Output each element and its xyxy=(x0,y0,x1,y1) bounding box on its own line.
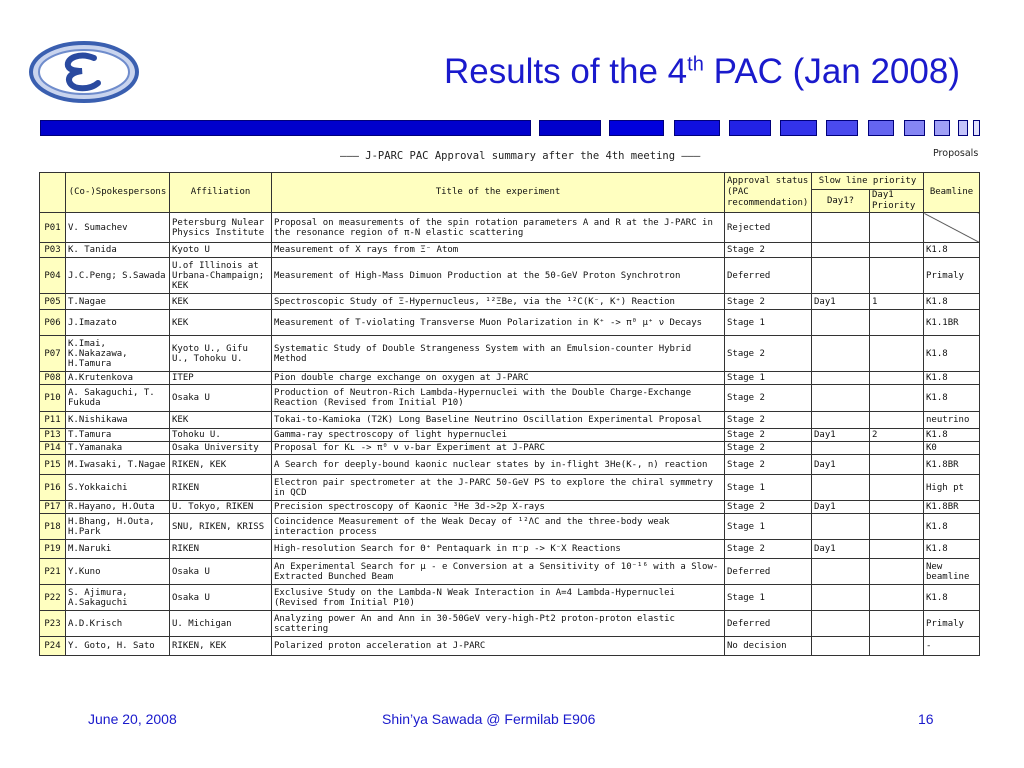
row-day1: Day1 xyxy=(812,455,870,475)
row-day1-priority xyxy=(870,258,924,294)
row-day1 xyxy=(812,475,870,501)
row-day1-priority xyxy=(870,243,924,258)
bar-segment xyxy=(934,120,950,136)
row-spokespersons: J.C.Peng; S.Sawada xyxy=(66,258,170,294)
row-beamline: K1.8 xyxy=(924,429,980,442)
row-day1-priority xyxy=(870,540,924,559)
row-approval-status: Rejected xyxy=(725,213,812,243)
row-title: Tokai-to-Kamioka (T2K) Long Baseline Neutrino Oscillation Experimental Proposal xyxy=(272,412,725,429)
row-day1-priority xyxy=(870,585,924,611)
table-row xyxy=(40,442,980,455)
header-spokespersons: (Co-)Spokespersons xyxy=(66,173,170,213)
row-day1 xyxy=(812,442,870,455)
row-affiliation: KEK xyxy=(170,310,272,336)
row-beamline: K1.8 xyxy=(924,336,980,372)
footer-date: June 20, 2008 xyxy=(88,711,177,727)
row-approval-status: Stage 2 xyxy=(725,243,812,258)
row-approval-status: Deferred xyxy=(725,258,812,294)
bar-segment xyxy=(826,120,858,136)
row-beamline: High pt xyxy=(924,475,980,501)
row-beamline: K1.8BR xyxy=(924,455,980,475)
table-row xyxy=(40,258,980,294)
bar-segment xyxy=(868,120,894,136)
row-id: P03 xyxy=(40,243,66,258)
row-spokespersons: T.Yamanaka xyxy=(66,442,170,455)
header-beamline: Beamline xyxy=(924,173,980,213)
row-title: Measurement of High-Mass Dimuon Production at the 50-GeV Proton Synchrotron xyxy=(272,258,725,294)
table-row xyxy=(40,336,980,372)
bar-segment xyxy=(904,120,925,136)
row-title: Measurement of T-violating Transverse Muon Polarization in K⁺ -> π⁰ μ⁺ ν Decays xyxy=(272,310,725,336)
row-id: P19 xyxy=(40,540,66,559)
header-affiliation: Affiliation xyxy=(170,173,272,213)
row-id: P04 xyxy=(40,258,66,294)
table-row xyxy=(40,310,980,336)
row-title: A Search for deeply-bound kaonic nuclear states by in-flight 3He(K-, n) reaction xyxy=(272,455,725,475)
row-affiliation: Kyoto U xyxy=(170,243,272,258)
row-title: Spectroscopic Study of Ξ-Hypernucleus, ¹²ΞBe, via the ¹²C(K⁻, K⁺) Reaction xyxy=(272,294,725,310)
row-id: P07 xyxy=(40,336,66,372)
row-spokespersons: M.Iwasaki, T.Nagae xyxy=(66,455,170,475)
table-row xyxy=(40,213,980,243)
row-beamline: K1.8BR xyxy=(924,501,980,514)
row-title: Analyzing power An and Ann in 30-50GeV very-high-Pt2 proton-proton elastic scattering xyxy=(272,611,725,637)
bar-segment xyxy=(958,120,968,136)
row-day1: Day1 xyxy=(812,429,870,442)
row-beamline: K1.8 xyxy=(924,372,980,385)
row-approval-status: Deferred xyxy=(725,611,812,637)
table-row xyxy=(40,585,980,611)
row-spokespersons: Y.Kuno xyxy=(66,559,170,585)
row-approval-status: Stage 2 xyxy=(725,501,812,514)
row-id: P21 xyxy=(40,559,66,585)
row-affiliation: Osaka University xyxy=(170,442,272,455)
row-title: Pion double charge exchange on oxygen at J-PARC xyxy=(272,372,725,385)
row-id: P08 xyxy=(40,372,66,385)
row-affiliation: RIKEN, KEK xyxy=(170,637,272,656)
row-id: P13 xyxy=(40,429,66,442)
row-affiliation: SNU, RIKEN, KRISS xyxy=(170,514,272,540)
row-title: High-resolution Search for Θ⁺ Pentaquark in π⁻p -> K⁻X Reactions xyxy=(272,540,725,559)
row-spokespersons: M.Naruki xyxy=(66,540,170,559)
row-day1-priority xyxy=(870,637,924,656)
row-beamline: K1.8 xyxy=(924,514,980,540)
row-title: Exclusive Study on the Lambda-N Weak Interaction in A=4 Lambda-Hypernuclei (Revised from Initial P10) xyxy=(272,585,725,611)
row-spokespersons: A.D.Krisch xyxy=(66,611,170,637)
row-beamline: - xyxy=(924,637,980,656)
row-title: Coincidence Measurement of the Weak Decay of ¹²ΛC and the three-body weak interaction process xyxy=(272,514,725,540)
header-day1q: Day1? xyxy=(812,190,870,213)
page-number: 16 xyxy=(918,711,934,727)
row-id: P18 xyxy=(40,514,66,540)
row-approval-status: Stage 2 xyxy=(725,336,812,372)
row-day1-priority: 1 xyxy=(870,294,924,310)
row-beamline: K1.8 xyxy=(924,385,980,412)
table-row xyxy=(40,372,980,385)
row-title: Proposal on measurements of the spin rotation parameters A and R at the J-PARC in the resonance region of π-N elastic scattering xyxy=(272,213,725,243)
row-id: P10 xyxy=(40,385,66,412)
row-approval-status: Stage 2 xyxy=(725,412,812,429)
row-approval-status: Stage 2 xyxy=(725,442,812,455)
row-day1-priority xyxy=(870,336,924,372)
row-spokespersons: V. Sumachev xyxy=(66,213,170,243)
row-beamline: K1.8 xyxy=(924,294,980,310)
row-beamline: New beamline xyxy=(924,559,980,585)
table-row xyxy=(40,559,980,585)
bar-segment xyxy=(729,120,771,136)
row-day1 xyxy=(812,310,870,336)
row-approval-status: Stage 2 xyxy=(725,294,812,310)
row-spokespersons: K. Tanida xyxy=(66,243,170,258)
row-approval-status: Stage 1 xyxy=(725,585,812,611)
row-title: An Experimental Search for μ - e Conversion at a Sensitivity of 10⁻¹⁶ with a Slow-Extracted Bunched Beam xyxy=(272,559,725,585)
row-spokespersons: A. Sakaguchi, T. Fukuda xyxy=(66,385,170,412)
table-row xyxy=(40,412,980,429)
row-affiliation: Osaka U xyxy=(170,559,272,585)
row-id: P22 xyxy=(40,585,66,611)
row-title: Gamma-ray spectroscopy of light hypernuclei xyxy=(272,429,725,442)
row-beamline: K1.8 xyxy=(924,540,980,559)
table-row xyxy=(40,385,980,412)
row-id: P15 xyxy=(40,455,66,475)
row-day1: Day1 xyxy=(812,540,870,559)
row-id: P14 xyxy=(40,442,66,455)
row-spokespersons: A.Krutenkova xyxy=(66,372,170,385)
row-affiliation: ITEP xyxy=(170,372,272,385)
row-beamline: K1.8 xyxy=(924,585,980,611)
row-spokespersons: K.Nishikawa xyxy=(66,412,170,429)
row-spokespersons: J.Imazato xyxy=(66,310,170,336)
row-day1-priority xyxy=(870,442,924,455)
row-affiliation: U.of Illinois at Urbana-Champaign; KEK xyxy=(170,258,272,294)
row-title: Production of Neutron-Rich Lambda-Hypernuclei with the Double Charge-Exchange Reaction (Revised from Initial P10) xyxy=(272,385,725,412)
row-id: P17 xyxy=(40,501,66,514)
row-id: P16 xyxy=(40,475,66,501)
row-affiliation: U. Michigan xyxy=(170,611,272,637)
row-approval-status: Stage 1 xyxy=(725,310,812,336)
row-title: Proposal for Kʟ -> π⁰ ν ν-bar Experiment at J-PARC xyxy=(272,442,725,455)
row-day1-priority xyxy=(870,213,924,243)
row-spokespersons: R.Hayano, H.Outa xyxy=(66,501,170,514)
row-spokespersons: Y. Goto, H. Sato xyxy=(66,637,170,656)
row-affiliation: Petersburg Nulear Physics Institute xyxy=(170,213,272,243)
row-affiliation: Osaka U xyxy=(170,385,272,412)
row-spokespersons: S.Yokkaichi xyxy=(66,475,170,501)
row-day1 xyxy=(812,213,870,243)
bar-segment xyxy=(539,120,601,136)
row-title: Polarized proton acceleration at J-PARC xyxy=(272,637,725,656)
table-row xyxy=(40,501,980,514)
row-beamline: neutrino xyxy=(924,412,980,429)
row-day1-priority xyxy=(870,310,924,336)
row-day1-priority xyxy=(870,501,924,514)
bar-segment xyxy=(609,120,664,136)
row-day1 xyxy=(812,243,870,258)
row-beamline: Primaly xyxy=(924,611,980,637)
row-approval-status: No decision xyxy=(725,637,812,656)
table-row xyxy=(40,294,980,310)
bar-segment xyxy=(674,120,720,136)
row-affiliation: Osaka U xyxy=(170,585,272,611)
row-spokespersons: K.Imai, K.Nakazawa, H.Tamura xyxy=(66,336,170,372)
table-row xyxy=(40,243,980,258)
row-approval-status: Stage 2 xyxy=(725,429,812,442)
table-body xyxy=(40,213,980,656)
row-day1 xyxy=(812,258,870,294)
pac-approval-table xyxy=(39,172,980,656)
row-approval-status: Stage 2 xyxy=(725,455,812,475)
table-row xyxy=(40,455,980,475)
row-day1-priority xyxy=(870,372,924,385)
row-spokespersons: T.Tamura xyxy=(66,429,170,442)
row-title: Precision spectroscopy of Kaonic ³He 3d->2p X-rays xyxy=(272,501,725,514)
slide-title: Results of the 4th PAC (Jan 2008) xyxy=(443,52,960,91)
row-spokespersons: S. Ajimura, A.Sakaguchi xyxy=(66,585,170,611)
bar-segment xyxy=(973,120,980,136)
row-approval-status: Stage 1 xyxy=(725,475,812,501)
row-beamline: K0 xyxy=(924,442,980,455)
row-day1-priority xyxy=(870,412,924,429)
footer-presenter: Shin’ya Sawada @ Fermilab E906 xyxy=(382,711,596,727)
table-row xyxy=(40,637,980,656)
row-day1: Day1 xyxy=(812,501,870,514)
title-divider-bar xyxy=(40,120,985,136)
row-day1-priority xyxy=(870,514,924,540)
row-day1-priority xyxy=(870,475,924,501)
row-day1 xyxy=(812,559,870,585)
row-title: Electron pair spectrometer at the J-PARC 50-GeV PS to explore the chiral symmetry in QCD xyxy=(272,475,725,501)
row-day1: Day1 xyxy=(812,294,870,310)
proposals-label: Proposals xyxy=(933,148,979,159)
header-approval-status: Approval status (PAC recommendation) xyxy=(725,173,812,213)
row-day1 xyxy=(812,412,870,429)
row-affiliation: Tohoku U. xyxy=(170,429,272,442)
row-day1 xyxy=(812,336,870,372)
row-title: Measurement of X rays from Ξ⁻ Atom xyxy=(272,243,725,258)
bar-segment xyxy=(40,120,531,136)
row-beamline: K1.8 xyxy=(924,243,980,258)
table-row xyxy=(40,514,980,540)
row-id: P05 xyxy=(40,294,66,310)
row-day1-priority xyxy=(870,385,924,412)
row-day1-priority xyxy=(870,611,924,637)
row-day1 xyxy=(812,372,870,385)
bar-segment xyxy=(780,120,817,136)
row-approval-status: Stage 2 xyxy=(725,385,812,412)
row-title: Systematic Study of Double Strangeness System with an Emulsion-counter Hybrid Method xyxy=(272,336,725,372)
header-day1-priority: Day1 Priority xyxy=(870,190,924,213)
row-id: P23 xyxy=(40,611,66,637)
row-approval-status: Stage 1 xyxy=(725,372,812,385)
row-day1 xyxy=(812,585,870,611)
row-day1 xyxy=(812,611,870,637)
row-approval-status: Stage 2 xyxy=(725,540,812,559)
row-id: P11 xyxy=(40,412,66,429)
row-affiliation: KEK xyxy=(170,412,272,429)
row-affiliation: Kyoto U., Gifu U., Tohoku U. xyxy=(170,336,272,372)
row-id: P06 xyxy=(40,310,66,336)
row-approval-status: Stage 1 xyxy=(725,514,812,540)
header-slow-line-priority: Slow line priority xyxy=(812,173,924,190)
row-affiliation: KEK xyxy=(170,294,272,310)
table-row xyxy=(40,540,980,559)
summary-title: ——— J-PARC PAC Approval summary after the 4th meeting ——— xyxy=(340,150,701,162)
kek-logo-icon xyxy=(28,40,140,104)
row-affiliation: RIKEN xyxy=(170,475,272,501)
row-day1-priority: 2 xyxy=(870,429,924,442)
row-affiliation: U. Tokyo, RIKEN xyxy=(170,501,272,514)
row-id: P01 xyxy=(40,213,66,243)
row-beamline: K1.1BR xyxy=(924,310,980,336)
row-day1-priority xyxy=(870,455,924,475)
row-spokespersons: T.Nagae xyxy=(66,294,170,310)
row-beamline xyxy=(924,213,980,243)
table-row xyxy=(40,611,980,637)
row-affiliation: RIKEN xyxy=(170,540,272,559)
row-beamline: Primaly xyxy=(924,258,980,294)
table-row xyxy=(40,475,980,501)
row-spokespersons: H.Bhang, H.Outa, H.Park xyxy=(66,514,170,540)
header-title: Title of the experiment xyxy=(272,173,725,213)
row-affiliation: RIKEN, KEK xyxy=(170,455,272,475)
header-id-blank xyxy=(40,173,66,213)
row-day1 xyxy=(812,514,870,540)
row-id: P24 xyxy=(40,637,66,656)
row-approval-status: Deferred xyxy=(725,559,812,585)
row-day1-priority xyxy=(870,559,924,585)
row-day1 xyxy=(812,637,870,656)
row-day1 xyxy=(812,385,870,412)
table-row xyxy=(40,429,980,442)
